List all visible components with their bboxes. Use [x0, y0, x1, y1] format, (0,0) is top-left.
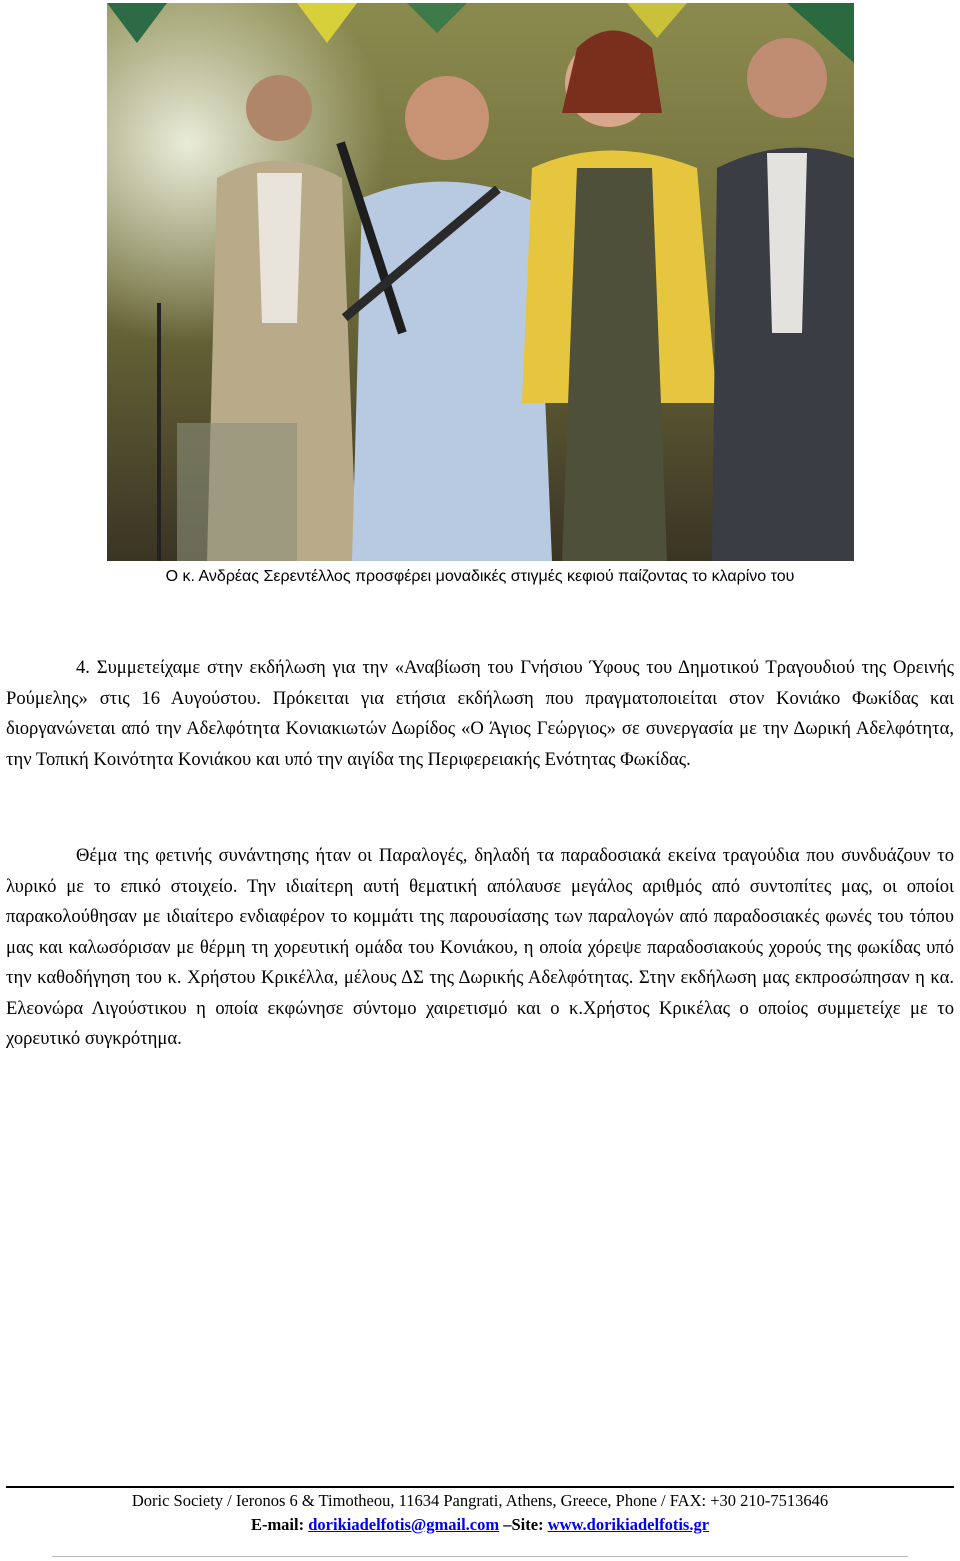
site-link[interactable]: www.dorikiadelfotis.gr	[547, 1515, 710, 1534]
photo-caption: Ο κ. Ανδρέας Σερεντέλλος προσφέρει μοναδικές στιγμές κεφιού παίζοντας το κλαρίνο του	[165, 568, 795, 585]
paragraph-event-details: Θέμα της φετινής συνάντησης ήταν οι Παραλογές, δηλαδή τα παραδοσιακά εκείνα τραγούδια που συνδυάζουν το λυρικό με το επικό στοιχείο. Την ιδιαίτερη αυτή θεματική απόλαυσε μεγάλος αριθμός από συντοπίτες μας, οι οποίοι παρακολούθησαν με ιδιαίτερο ενδιαφέρον το κομμάτι της παρουσίασης των παραλογών από παραδοσιακές φωνές του τόπου μας και καλωσόρισαν με θέρμη τη χορευτική ομάδα του Κονιάκου, η οποία χόρεψε παραδοσιακούς χορούς της φωκίδας υπό την καθοδήγηση του κ. Χρήστου Κρικέλλα, μέλους ΔΣ της Δωρικής Αδελφότητας. Στην εκδήλωση μας εκπροσώπησαν η κα. Ελεονώρα Λιγούστικου η οποία εκφώνησε σύντομο χαιρετισμό και ο κ.Χρήστος Κρικέλας ο οποίος συμμετείχε με το χορευτικό συγκρότημα.	[6, 845, 954, 1049]
footer-divider	[6, 1486, 954, 1488]
footer-contact	[0, 1515, 960, 1535]
event-photo	[107, 3, 854, 561]
paragraph-event-intro: 4. Συμμετείχαμε στην εκδήλωση για την «Αναβίωση του Γνήσιου Ύφους του Δημοτικού Τραγουδιού της Ορεινής Ρούμελης» στις 16 Αυγούστου. Πρόκειται για ετήσια εκδήλωση που πραγματοποιείται στον Κονιάκο Φωκίδας και διοργανώνεται από την Αδελφότητα Κονιακιωτών Δωρίδος «Ο Άγιος Γεώργιος» σε συνεργασία με την Δωρική Αδελφότητα, την Τοπική Κοινότητα Κονιάκου και υπό την αιγίδα της Περιφερειακής Ενότητας Φωκίδας.	[6, 657, 954, 770]
site-label: –Site:	[503, 1515, 544, 1534]
footer-address: Doric Society / Ieronos 6 & Timotheou, 11634 Pangrati, Athens, Greece, Phone / FAX: +30 210-7513646	[131, 1491, 829, 1510]
footer-bottom-divider	[52, 1556, 908, 1557]
email-link[interactable]: dorikiadelfotis@gmail.com	[308, 1515, 500, 1534]
email-label: E-mail:	[250, 1515, 305, 1534]
